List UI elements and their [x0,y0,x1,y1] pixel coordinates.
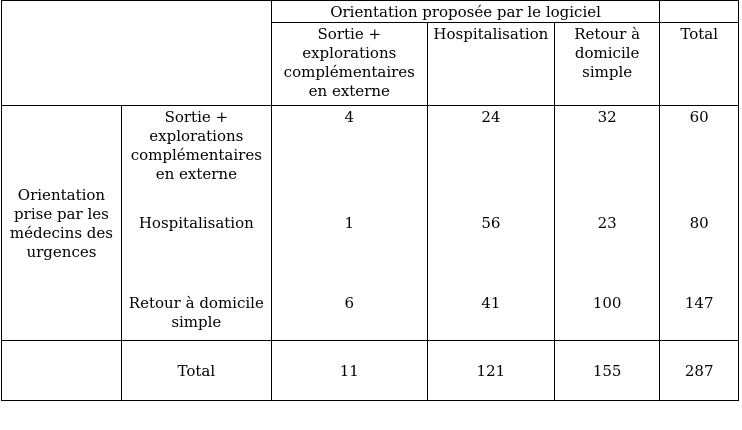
cell-value: 80 [660,212,739,292]
total-cell-value: 155 [554,341,659,401]
table-row [2,106,739,212]
row-group-label: Orientation prise par les médecins des urgences [2,106,122,341]
column-header-total: Total [660,23,739,106]
total-row-empty-cell [2,341,122,401]
total-cell-value: 11 [271,341,427,401]
cell-value: 4 [271,106,427,212]
total-row [2,341,739,401]
cell-value: 1 [271,212,427,292]
column-header-hospitalisation: Hospitalisation [427,23,554,106]
header-group-row [2,1,739,23]
row-label-hospitalisation: Hospitalisation [121,212,271,292]
cell-value: 147 [660,292,739,341]
corner-empty-cell [2,1,272,106]
column-header-retour: Retour à domicile simple [554,23,659,106]
column-header-sortie: Sortie + explorations complémentaires en externe [271,23,427,106]
header-group-cell: Orientation proposée par le logiciel [271,1,660,23]
cell-value: 23 [554,212,659,292]
row-label-retour: Retour à domicile simple [121,292,271,341]
cell-value: 24 [427,106,554,212]
total-row-label: Total [121,341,271,401]
cell-value: 100 [554,292,659,341]
contingency-table [1,0,739,401]
row-label-sortie: Sortie + explorations complémentaires en externe [121,106,271,212]
total-cell-value: 287 [660,341,739,401]
cell-value: 6 [271,292,427,341]
cell-value: 41 [427,292,554,341]
cell-value: 60 [660,106,739,212]
total-cell-value: 121 [427,341,554,401]
header-group-empty-cell [660,1,739,23]
cell-value: 32 [554,106,659,212]
cell-value: 56 [427,212,554,292]
